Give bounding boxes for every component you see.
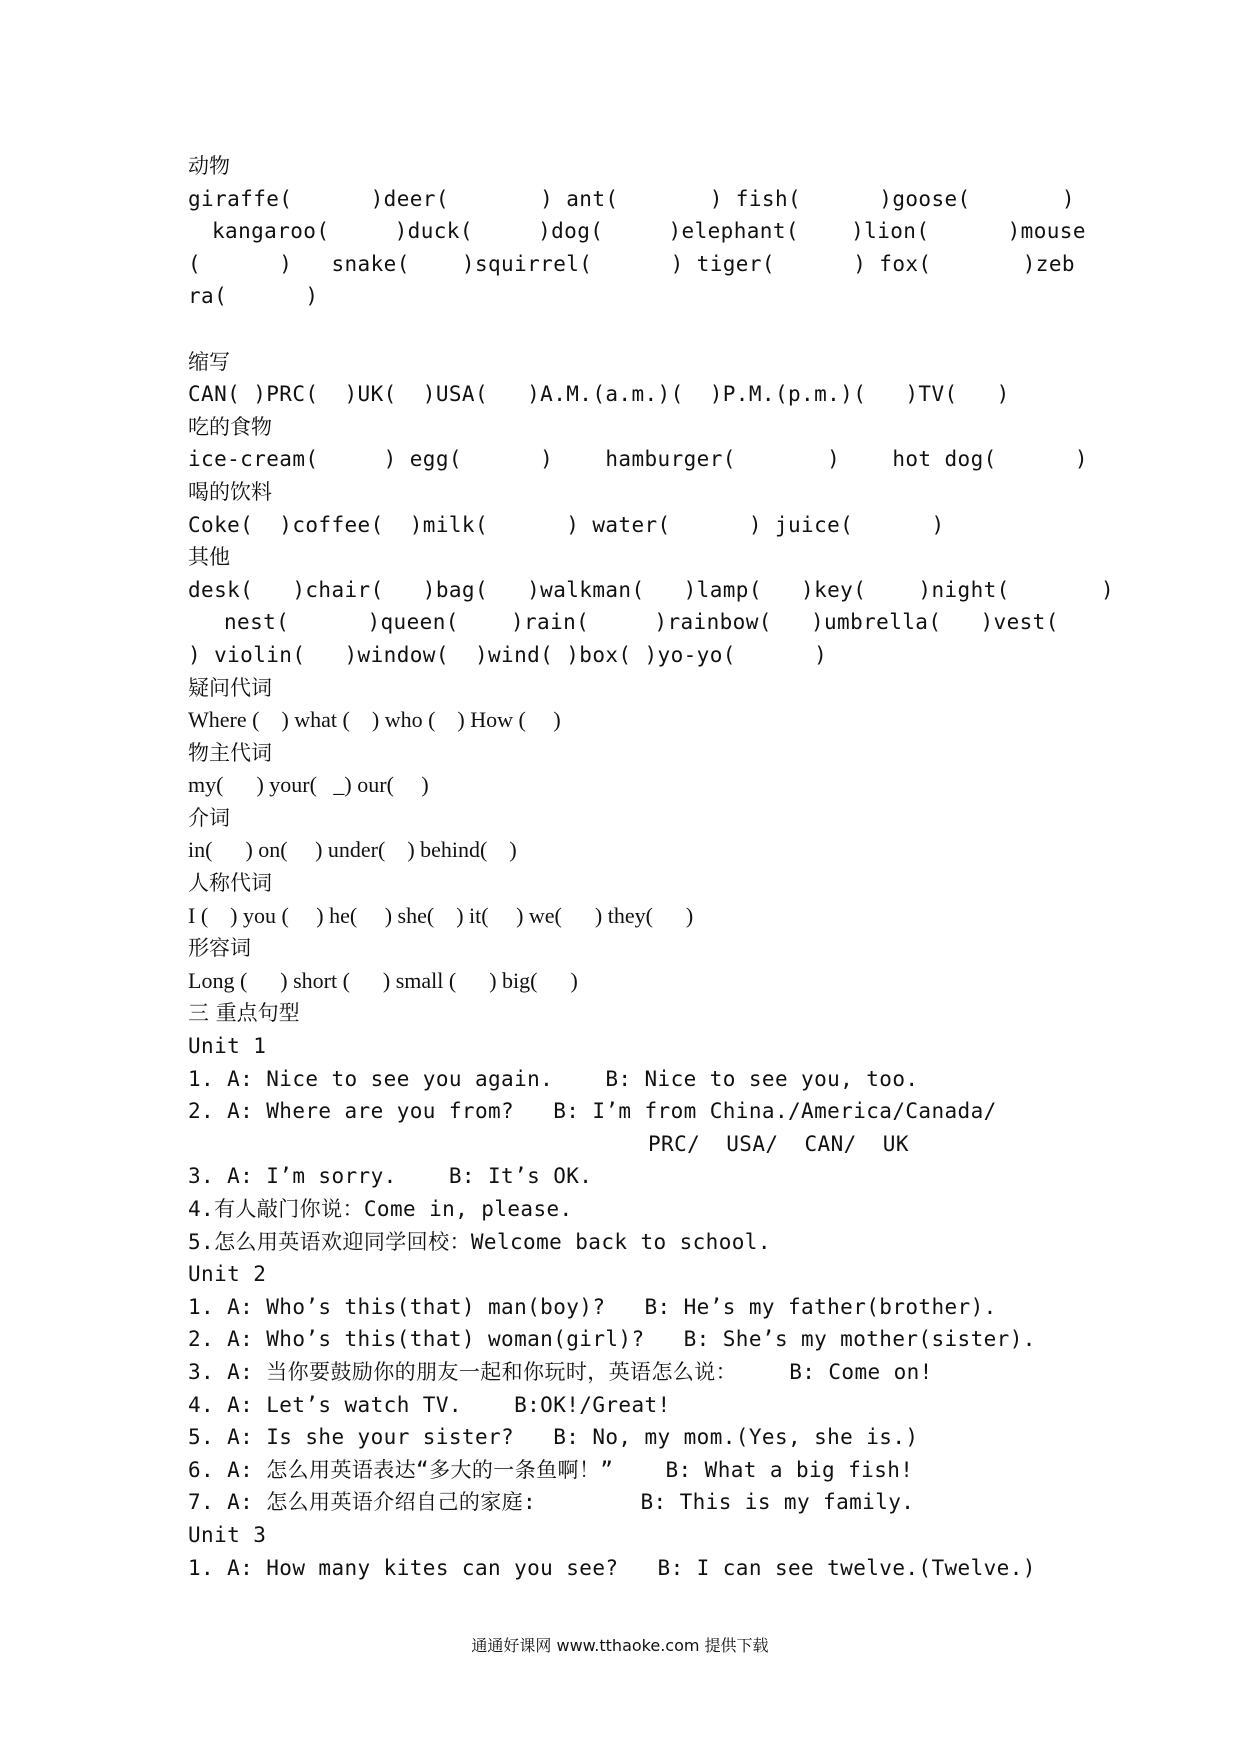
section-heading-drinks: 喝的饮料: [188, 479, 272, 504]
animals-line-3: ( ) snake( )squirrel( ) tiger( ) fox( )zeb: [188, 251, 1075, 276]
document-body: [188, 150, 1115, 1584]
unit1-title: Unit 1: [188, 1034, 267, 1059]
others-line-2: nest( )queen( )rain( )rainbow( )umbrella( )vest(: [224, 610, 1059, 635]
section-heading-personal-pronouns: 人称代词: [188, 871, 272, 896]
unit1-sentence-4: 4.有人敲门你说：Come in, please.: [188, 1197, 573, 1221]
unit1-sentence-3: 3. A: I’m sorry. B: It’s OK.: [188, 1164, 593, 1189]
unit1-sentence-2: 2. A: Where are you from? B: I’m from China./America/Canada/: [188, 1099, 997, 1124]
section-heading-adjectives: 形容词: [188, 936, 251, 961]
blank-line: [188, 313, 1068, 346]
unit3-title: Unit 3: [188, 1522, 267, 1547]
unit2-sentence-1: 1. A: Who’s this(that) man(boy)? B: He’s my father(brother).: [188, 1294, 997, 1319]
unit2-sentence-7: 7. A: 怎么用英语介绍自己的家庭: B: This is my family.: [188, 1490, 915, 1515]
section-heading-possessive-pronouns: 物主代词: [188, 740, 272, 765]
unit1-sentence-2-continued: PRC/ USA/ CAN/ UK: [648, 1131, 909, 1156]
section-heading-prepositions: 介词: [188, 805, 230, 830]
question-words-line: Where ( ) what ( ) who ( ) How ( ): [188, 707, 561, 733]
section-heading-food: 吃的食物: [188, 414, 272, 439]
unit2-sentence-4: 4. A: Let’s watch TV. B:OK!/Great!: [188, 1392, 671, 1417]
animals-line-1: giraffe( )deer( ) ant( ) fish( )goose( ): [188, 186, 1075, 211]
unit2-sentence-5: 5. A: Is she your sister? B: No, my mom.(Yes, she is.): [188, 1425, 919, 1450]
unit2-sentence-2: 2. A: Who’s this(that) woman(girl)? B: She’s my mother(sister).: [188, 1327, 1036, 1352]
section-heading-abbreviations: 缩写: [188, 349, 230, 374]
food-line: ice-cream( ) egg( ) hamburger( ) hot dog( ): [188, 447, 1088, 472]
prepositions-line: in( ) on( ) under( ) behind( ): [188, 837, 517, 863]
abbreviations-line: CAN( )PRC( )UK( )USA( )A.M.(a.m.)( )P.M.(p.m.)( )TV( ): [188, 382, 1010, 407]
possessive-pronouns-line: my( ) your( _) our( ): [188, 772, 429, 798]
unit3-sentence-1: 1. A: How many kites can you see? B: I can see twelve.(Twelve.): [188, 1555, 1036, 1580]
personal-pronouns-line: I ( ) you ( ) he( ) she( ) it( ) we( ) they( ): [188, 902, 694, 928]
part-three-title: 三 重点句型: [188, 1001, 300, 1026]
animals-line-4: ra( ): [188, 284, 319, 309]
unit2-sentence-6: 6. A: 怎么用英语表达“多大的一条鱼啊！” B: What a big fish!: [188, 1457, 914, 1482]
unit1-sentence-5: 5.怎么用英语欢迎同学回校：Welcome back to school.: [188, 1229, 771, 1254]
page-footer: 通通好课网 www.tthaoke.com 提供下载: [471, 1636, 769, 1655]
adjectives-line: Long ( ) short ( ) small ( ) big( ): [188, 967, 578, 993]
others-line-1: desk( )chair( )bag( )walkman( )lamp( )key( )night( ): [188, 577, 1115, 602]
unit2-title: Unit 2: [188, 1262, 267, 1287]
section-heading-animals: 动物: [188, 154, 230, 178]
animals-line-2: kangaroo( )duck( )dog( )elephant( )lion( )mouse: [212, 219, 1086, 244]
others-line-3: ) violin( )window( )wind( )box( )yo-yo( ): [188, 642, 828, 667]
drinks-line: Coke( )coffee( )milk( ) water( ) juice( ): [188, 512, 945, 537]
unit1-sentence-1: 1. A: Nice to see you again. B: Nice to see you, too.: [188, 1066, 919, 1091]
unit2-sentence-3: 3. A: 当你要鼓励你的朋友一起和你玩时，英语怎么说： B: Come on!: [188, 1359, 933, 1384]
section-heading-others: 其他: [188, 545, 230, 570]
section-heading-question-words: 疑问代词: [188, 675, 272, 700]
